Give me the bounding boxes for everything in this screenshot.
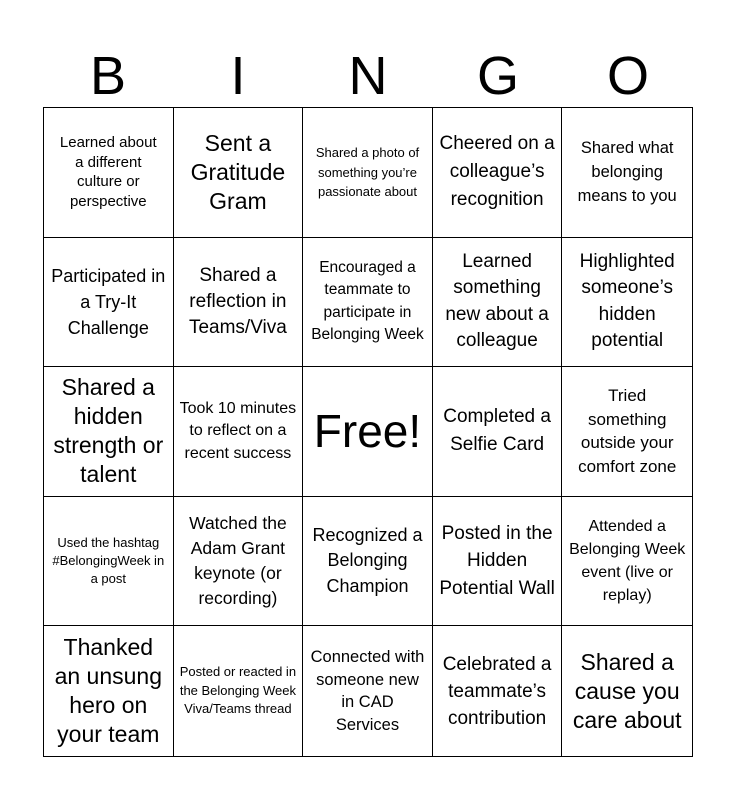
- bingo-cell-g5[interactable]: [433, 626, 563, 756]
- cell-text: Encouraged a teammate to participate in Belonging Week: [311, 258, 424, 344]
- cell-text: Participated in a Try-It Challenge: [51, 265, 166, 338]
- bingo-cell-b2[interactable]: [44, 238, 174, 368]
- cell-text: Highlighted someone’s hidden potential: [579, 250, 675, 352]
- cell-text: Sent a Gratitude Gram: [190, 129, 286, 214]
- cell-text: Cheered on a colleague’s recognition: [439, 133, 555, 211]
- bingo-cell-n2[interactable]: [303, 238, 433, 368]
- cell-text: Connected with someone new in CAD Services: [310, 648, 425, 734]
- bingo-cell-b3[interactable]: [44, 367, 174, 497]
- cell-text: Shared a reflection in Teams/Viva: [188, 264, 287, 338]
- cell-text: Recognized a Belonging Champion: [312, 524, 423, 596]
- bingo-cell-b5[interactable]: [44, 626, 174, 756]
- cell-text: Posted in the Hidden Potential Wall: [439, 522, 555, 599]
- bingo-board: [43, 107, 693, 757]
- cell-text: Learned about a different culture or perspective: [59, 134, 157, 210]
- cell-text: Learned something new about a colleague: [445, 250, 549, 352]
- cell-text: Attended a Belonging Week event (live or replay): [569, 518, 686, 605]
- bingo-cell-o1[interactable]: [562, 108, 692, 238]
- bingo-cell-i3[interactable]: [174, 367, 304, 497]
- bingo-cell-free[interactable]: [303, 367, 433, 497]
- bingo-cell-o3[interactable]: [562, 367, 692, 497]
- bingo-cell-n5[interactable]: [303, 626, 433, 756]
- bingo-cell-g4[interactable]: [433, 497, 563, 627]
- cell-text: Shared a photo of something you’re passionate about: [315, 145, 420, 200]
- bingo-cell-i1[interactable]: [174, 108, 304, 238]
- bingo-cell-g1[interactable]: [433, 108, 563, 238]
- bingo-cell-o5[interactable]: [562, 626, 692, 756]
- bingo-cell-i2[interactable]: [174, 238, 304, 368]
- cell-text: Watched the Adam Grant keynote (or recording): [189, 513, 287, 609]
- cell-text: Used the hashtag #BelongingWeek in a post: [52, 535, 165, 587]
- cell-text: Celebrated a teammate’s contribution: [442, 653, 552, 729]
- header-letter-n: N: [348, 46, 388, 106]
- header-letter-g: G: [476, 46, 519, 106]
- cell-text: Thanked an unsung hero on your team: [54, 634, 163, 748]
- cell-text: Tried something outside your comfort zone: [578, 386, 677, 476]
- cell-text: Took 10 minutes to reflect on a recent success: [179, 399, 297, 462]
- bingo-cell-i5[interactable]: [174, 626, 304, 756]
- free-space-label: Free!: [313, 405, 422, 458]
- bingo-cell-n4[interactable]: [303, 497, 433, 627]
- cell-text: Posted or reacted in the Belonging Week Viva/Teams thread: [179, 664, 297, 717]
- bingo-cell-g3[interactable]: [433, 367, 563, 497]
- cell-text: Shared a cause you care about: [572, 648, 682, 733]
- bingo-header: [43, 44, 693, 108]
- cell-text: Completed a Selfie Card: [443, 406, 551, 456]
- bingo-cell-b4[interactable]: [44, 497, 174, 627]
- bingo-cell-n1[interactable]: [303, 108, 433, 238]
- cell-text: Shared what belonging means to you: [577, 139, 677, 206]
- bingo-cell-o2[interactable]: [562, 238, 692, 368]
- bingo-cell-g2[interactable]: [433, 238, 563, 368]
- bingo-cell-b1[interactable]: [44, 108, 174, 238]
- header-letter-b: B: [89, 46, 127, 106]
- bingo-cell-o4[interactable]: [562, 497, 692, 627]
- cell-text: Shared a hidden strength or talent: [53, 374, 164, 488]
- bingo-cell-i4[interactable]: [174, 497, 304, 627]
- header-letter-o: O: [606, 46, 649, 106]
- header-letter-i: I: [230, 46, 246, 106]
